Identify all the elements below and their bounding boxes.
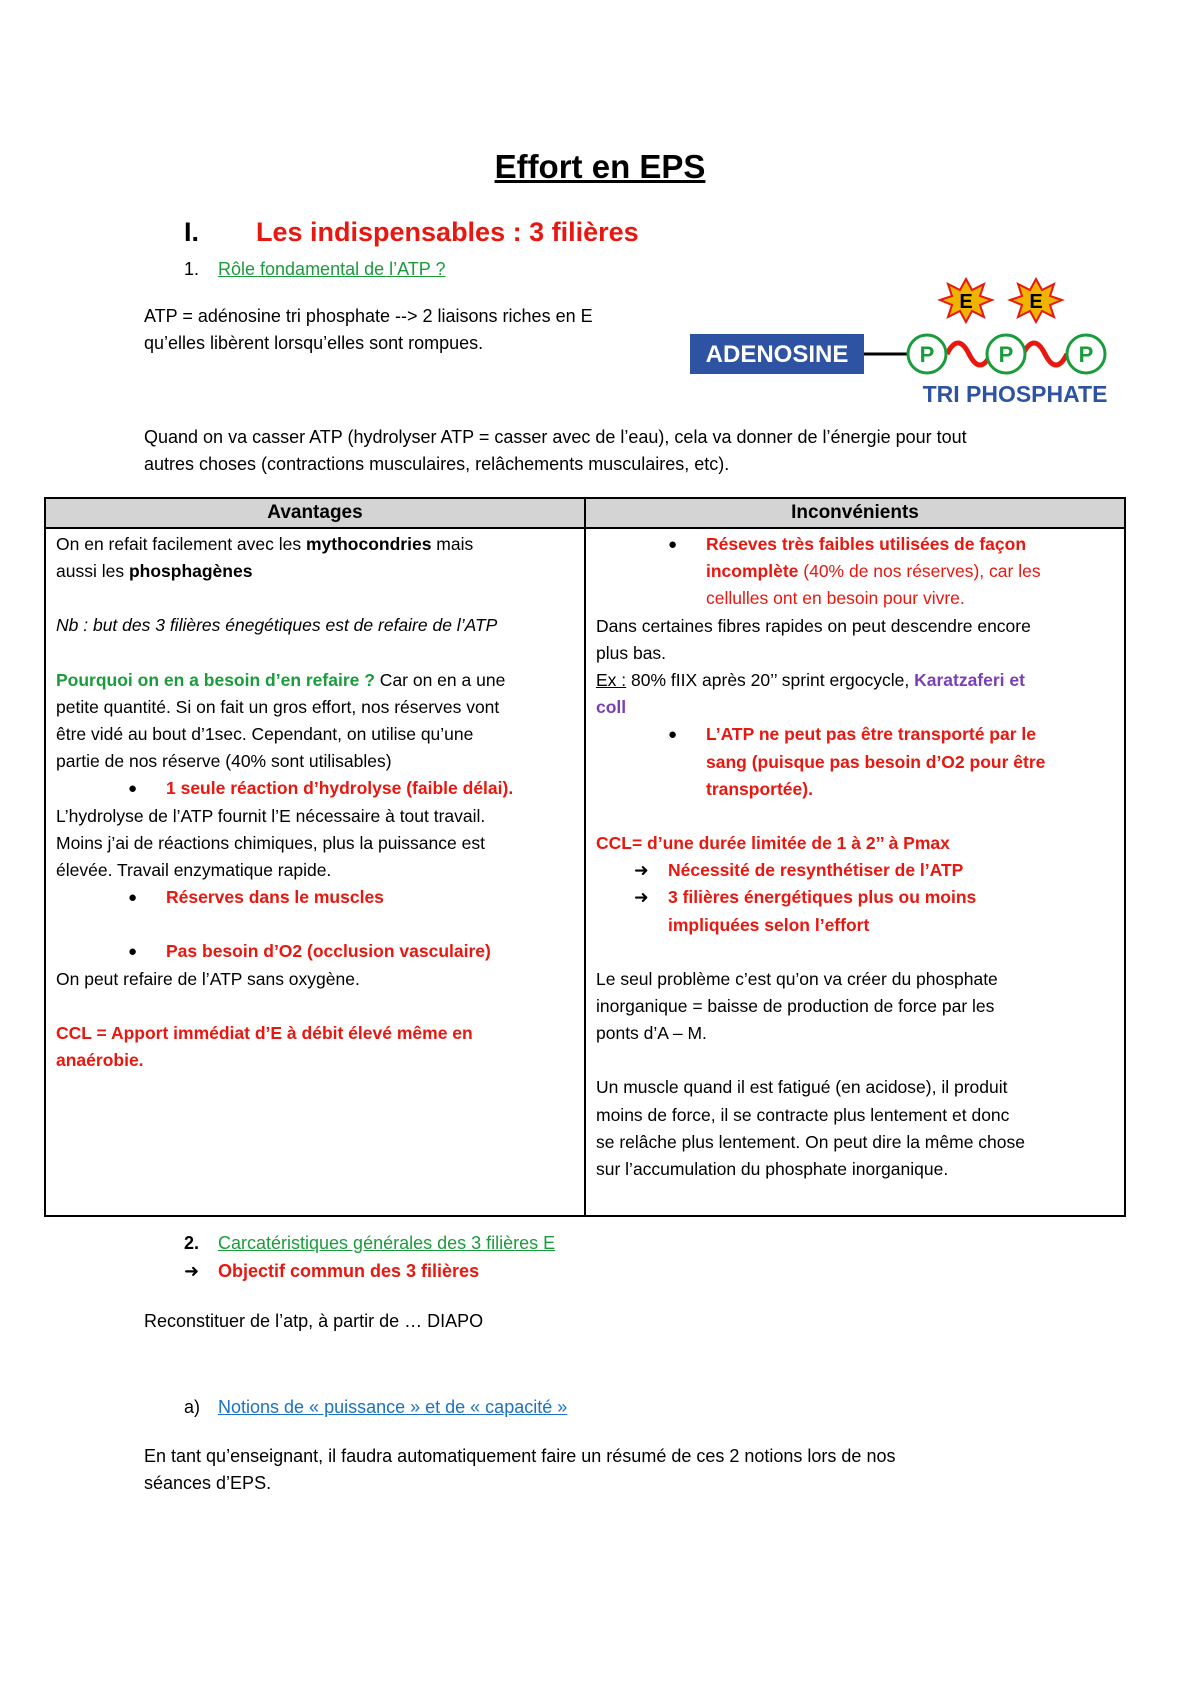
cell-line: Dans certaines fibres rapides on peut descendre encore: [596, 615, 1031, 636]
cell-line: se relâche plus lentement. On peut dire la même chose: [596, 1131, 1025, 1152]
paragraph-line: Quand on va casser ATP (hydrolyser ATP = casser avec de l’eau), cela va donner de l’énergie pour tout: [144, 427, 967, 447]
comparison-table: [44, 497, 1126, 1217]
tri-phosphate-label: TRI PHOSPHATE: [922, 381, 1108, 407]
cell-line: être vidé au bout d’1sec. Cependant, on utilise qu’une: [56, 724, 474, 745]
bullet-icon: ●: [128, 780, 138, 798]
arrow-line: ➜ Objectif commun des 3 filières: [184, 1261, 480, 1281]
bullet-item: ● L’ATP ne peut pas être transporté par le sang (puisque pas besoin d’O2 pour être transportée).: [596, 721, 1114, 803]
ccl-line: anaérobie.: [56, 1050, 144, 1071]
bullet-item: ● Réseves très faibles utilisées de façon incomplète (40% de nos réserves), car les cellulles ont en besoin pour vivre.: [596, 531, 1114, 613]
example-line: Ex : 80% fIIX après 20’’ sprint ergocycle, Karatzaferi et: [596, 670, 1025, 691]
cell-line: moins de force, il se contracte plus lentement et donc: [596, 1104, 1010, 1125]
atp-diagram: [690, 272, 1130, 412]
arrow-item: ➜ Nécessité de resynthétiser de l’ATP: [596, 857, 1114, 884]
cell-line: plus bas.: [596, 642, 667, 663]
subheading-link[interactable]: Carcatéristiques générales des 3 filières E: [218, 1233, 556, 1253]
svg-text:P: P: [919, 342, 935, 367]
table-row: [45, 528, 1125, 1216]
bullet-item: ● 1 seule réaction d’hydrolyse (faible délai).: [56, 775, 574, 802]
atp-paragraph: [144, 303, 593, 357]
cell-line: petite quantité. Si on fait un gros effort, nos réserves vont: [56, 696, 500, 717]
subheading-a: [184, 1397, 567, 1418]
phosphate-circle: [908, 335, 946, 373]
subheading-2: [184, 1233, 555, 1254]
energy-label: E: [959, 291, 973, 313]
paragraph-line: ATP = adénosine tri phosphate --> 2 liaisons riches en E: [144, 306, 593, 326]
ccl-line: CCL = Apport immédiat d’E à débit élevé même en: [56, 1022, 473, 1043]
cell-line: Le seul problème c’est qu’on va créer du phosphate: [596, 968, 998, 989]
phosphate-circle: [1067, 335, 1105, 373]
subheading-link[interactable]: Rôle fondamental de l’ATP ?: [218, 259, 446, 279]
example-line: coll: [596, 697, 627, 718]
nb-line: Nb : but des 3 filières énegétiques est de refaire de l’ATP: [56, 615, 498, 636]
energy-burst-icon: [1010, 279, 1062, 322]
cell-line: élevée. Travail enzymatique rapide.: [56, 860, 332, 881]
paragraph-line: qu’elles libèrent lorsqu’elles sont rompues.: [144, 333, 484, 353]
reconstituer-line: Reconstituer de l’atp, à partir de … DIAPO: [144, 1311, 484, 1331]
subheading-number: 2.: [184, 1233, 200, 1253]
avantages-cell: [45, 528, 585, 1216]
cell-line: Un muscle quand il est fatigué (en acidose), il produit: [596, 1077, 1008, 1098]
cell-line: On en refait facilement avec les mythocondries mais: [56, 534, 474, 554]
energy-burst-icon: [940, 279, 992, 322]
arrow-right-icon: ➜: [184, 1261, 200, 1281]
subheading-number: 1.: [184, 259, 200, 279]
bullet-icon: ●: [128, 889, 138, 907]
paragraph-line: autres choses (contractions musculaires, relâchements musculaires, etc).: [144, 454, 730, 474]
hydrolyse-paragraph: [144, 424, 967, 478]
cell-line: partie de nos réserve (40% sont utilisables): [56, 751, 392, 772]
subheading-number: a): [184, 1397, 201, 1417]
adenosine-label: ADENOSINE: [705, 341, 849, 368]
subheading-link[interactable]: Notions de « puissance » et de « capacité »: [218, 1397, 568, 1417]
cell-line: Moins j’ai de réactions chimiques, plus la puissance est: [56, 832, 485, 853]
arrow-right-icon: ➜: [634, 887, 649, 908]
phosphate-circle: [987, 335, 1025, 373]
bullet-icon: ●: [668, 726, 678, 744]
ccl-line: CCL= d’une durée limitée de 1 à 2’’ à Pmax: [596, 833, 950, 854]
cell-line: inorganique = baisse de production de force par les: [596, 996, 995, 1017]
inconvenients-cell: [585, 528, 1125, 1216]
page-title: Effort en EPS: [494, 148, 706, 185]
cell-line: Pourquoi on en a besoin d’en refaire ? Car on en a une: [56, 669, 506, 690]
section-heading-1: [184, 217, 639, 248]
svg-text:P: P: [998, 342, 1014, 367]
table-header-row: [45, 498, 1125, 528]
section-number: I.: [184, 217, 200, 247]
cell-line: sur l’accumulation du phosphate inorganique.: [596, 1159, 949, 1180]
paragraph-line: En tant qu’enseignant, il faudra automatiquement faire un résumé de ces 2 notions lors de nos: [144, 1446, 896, 1466]
table-header-avantages: Avantages: [45, 498, 585, 528]
bullet-item: ● Réserves dans le muscles: [56, 884, 574, 911]
cell-line: aussi les phosphagènes: [56, 561, 253, 582]
bullet-icon: ●: [128, 943, 138, 961]
high-energy-bond: [947, 343, 991, 365]
cell-line: L’hydrolyse de l’ATP fournit l’E nécessaire à tout travail.: [56, 805, 486, 826]
high-energy-bond: [1023, 343, 1067, 365]
bullet-item: ● Pas besoin d’O2 (occlusion vasculaire): [56, 938, 574, 965]
bullet-icon: ●: [668, 536, 678, 553]
table-header-inconvenients: Inconvénients: [585, 498, 1125, 528]
svg-text:P: P: [1078, 342, 1094, 367]
section-label: Les indispensables : 3 filières: [256, 217, 639, 247]
final-paragraph: [144, 1443, 895, 1497]
energy-label: E: [1029, 291, 1043, 313]
paragraph-line: séances d’EPS.: [144, 1473, 272, 1493]
cell-line: ponts d’A – M.: [596, 1023, 707, 1044]
arrow-item: ➜ 3 filières énergétiques plus ou moins impliquées selon l’effort: [596, 884, 1114, 938]
arrow-right-icon: ➜: [634, 860, 649, 881]
subheading-1: [184, 259, 445, 280]
cell-line: On peut refaire de l’ATP sans oxygène.: [56, 968, 360, 989]
